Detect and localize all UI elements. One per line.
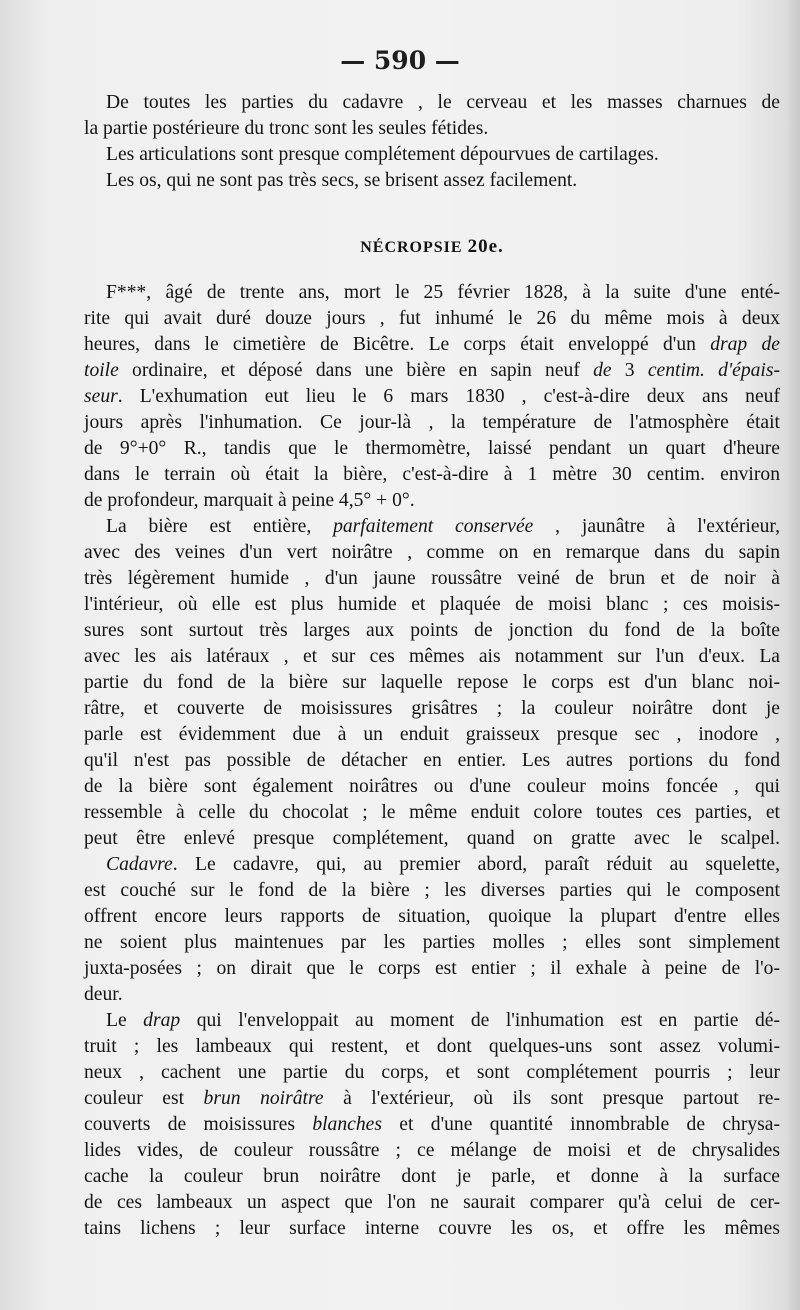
spacer [84, 194, 780, 214]
text-line: cache la couleur brun noirâtre dont je parle, et donne à la surface [84, 1166, 780, 1187]
text-line: juxta-posées ; on dirait que le corps est entier ; il exhale à peine de l'o- [84, 958, 780, 979]
text-line: heures, dans le cimetière de Bicêtre. Le corps était enveloppé d'un drap de [84, 334, 780, 355]
text-line: de 9°+0° R., tandis que le thermomètre, laissé pendant un quart d'heure [84, 438, 780, 459]
spacer [84, 260, 780, 280]
coffin-paragraph [84, 514, 780, 852]
case-paragraph [84, 280, 780, 514]
text-line: deur. [84, 984, 123, 1005]
cadaver-paragraph [84, 852, 780, 1008]
text-line: sures sont surtout très larges aux points de jonction du fond de la boîte [84, 620, 780, 641]
text-line: Cadavre. Le cadavre, qui, au premier abord, paraît réduit au squelette, [106, 854, 780, 875]
text-line: rite qui avait duré douze jours , fut inhumé le 26 du même mois à deux [84, 308, 780, 329]
text-line: toile ordinaire, et déposé dans une bière en sapin neuf de 3 centim. d'épais- [84, 360, 781, 381]
text-line: jours après l'inhumation. Ce jour-là , la température de l'atmosphère était [84, 412, 780, 433]
text-line: ne soient plus maintenues par les parties molles ; elles sont simplement [84, 932, 780, 953]
text-line: dans le terrain où était la bière, c'est-à-dire à 1 mètre 30 centim. environ [84, 464, 780, 485]
text-line: avec les ais latéraux , et sur ces mêmes ais notamment sur l'un d'eux. La [84, 646, 780, 667]
text-line: de profondeur, marquait à peine 4,5° + 0°. [84, 490, 415, 511]
text-line: la partie postérieure du tronc sont les seules fétides. [84, 118, 489, 139]
text-line: râtre, et couverte de moisissures grisâtres ; la couleur noirâtre dont je [84, 698, 780, 719]
opening-paragraph [84, 90, 780, 194]
text-line: seur. L'exhumation eut lieu le 6 mars 1830 , c'est-à-dire deux ans neuf [84, 386, 780, 407]
spacer [84, 214, 780, 234]
section-number: 20e. [467, 236, 504, 257]
text-line: Les os, qui ne sont pas très secs, se brisent assez facilement. [106, 170, 578, 191]
section-title: NÉCROPSIE [360, 239, 463, 256]
text-line: de la bière sont également noirâtres ou d'une couleur moins foncée , qui [84, 776, 780, 797]
text-line: Le drap qui l'enveloppait au moment de l'inhumation est en partie dé- [106, 1010, 780, 1031]
text-line: De toutes les parties du cadavre , le cerveau et les masses charnues de [106, 92, 780, 113]
text-line: neux , cachent une partie du corps, et sont complétement pourris ; leur [84, 1062, 780, 1083]
text-line: couleur est brun noirâtre à l'extérieur, où ils sont presque partout re- [84, 1088, 780, 1109]
text-line: l'intérieur, où elle est plus humide et plaquée de moisi blanc ; ces moisis- [84, 594, 780, 615]
text-line: couverts de moisissures blanches et d'une quantité innombrable de chrysa- [84, 1114, 781, 1135]
text-line: ressemble à celle du chocolat ; le même enduit colore toutes ces parties, et [84, 802, 780, 823]
text-line: F***, âgé de trente ans, mort le 25 février 1828, à la suite d'une enté- [106, 282, 780, 303]
text-line: La bière est entière, parfaitement conservée , jaunâtre à l'extérieur, [106, 516, 781, 537]
sheet-paragraph [84, 1008, 780, 1242]
text-line: qu'il n'est pas possible de détacher en entier. Les autres portions du fond [84, 750, 780, 771]
text-line: partie du fond de la bière sur laquelle repose le corps est d'un blanc noi- [84, 672, 780, 693]
text-line: de ces lambeaux un aspect que l'on ne saurait comparer qu'à celui de cer- [84, 1192, 780, 1213]
text-line: tains lichens ; leur surface interne couvre les os, et offre les mêmes [84, 1218, 780, 1239]
text-line: peut être enlevé presque complétement, quand on gratte avec le scalpel. [84, 828, 780, 849]
text-line: très légèrement humide , d'un jaune roussâtre veiné de brun et de noir à [84, 568, 780, 589]
text-line: parle est évidemment due à un enduit graisseux presque sec , inodore , [84, 724, 780, 745]
page-edge-shadow [786, 0, 800, 1310]
text-line: offrent encore leurs rapports de situation, quoique la plupart d'entre elles [84, 906, 780, 927]
section-heading [84, 234, 780, 260]
text-line: est couché sur le fond de la bière ; les diverses parties qui le composent [84, 880, 780, 901]
text-line: Les articulations sont presque complétement dépourvues de cartilages. [106, 144, 659, 165]
text-line: lides vides, de couleur roussâtre ; ce mélange de moisi et de chrysalides [84, 1140, 780, 1161]
page-body [84, 90, 780, 1242]
page-number: — 590 — [340, 46, 460, 75]
text-line: avec des veines d'un vert noirâtre , comme on en remarque dans du sapin [84, 542, 780, 563]
text-line: truit ; les lambeaux qui restent, et dont quelques-uns sont assez volumi- [84, 1036, 780, 1057]
